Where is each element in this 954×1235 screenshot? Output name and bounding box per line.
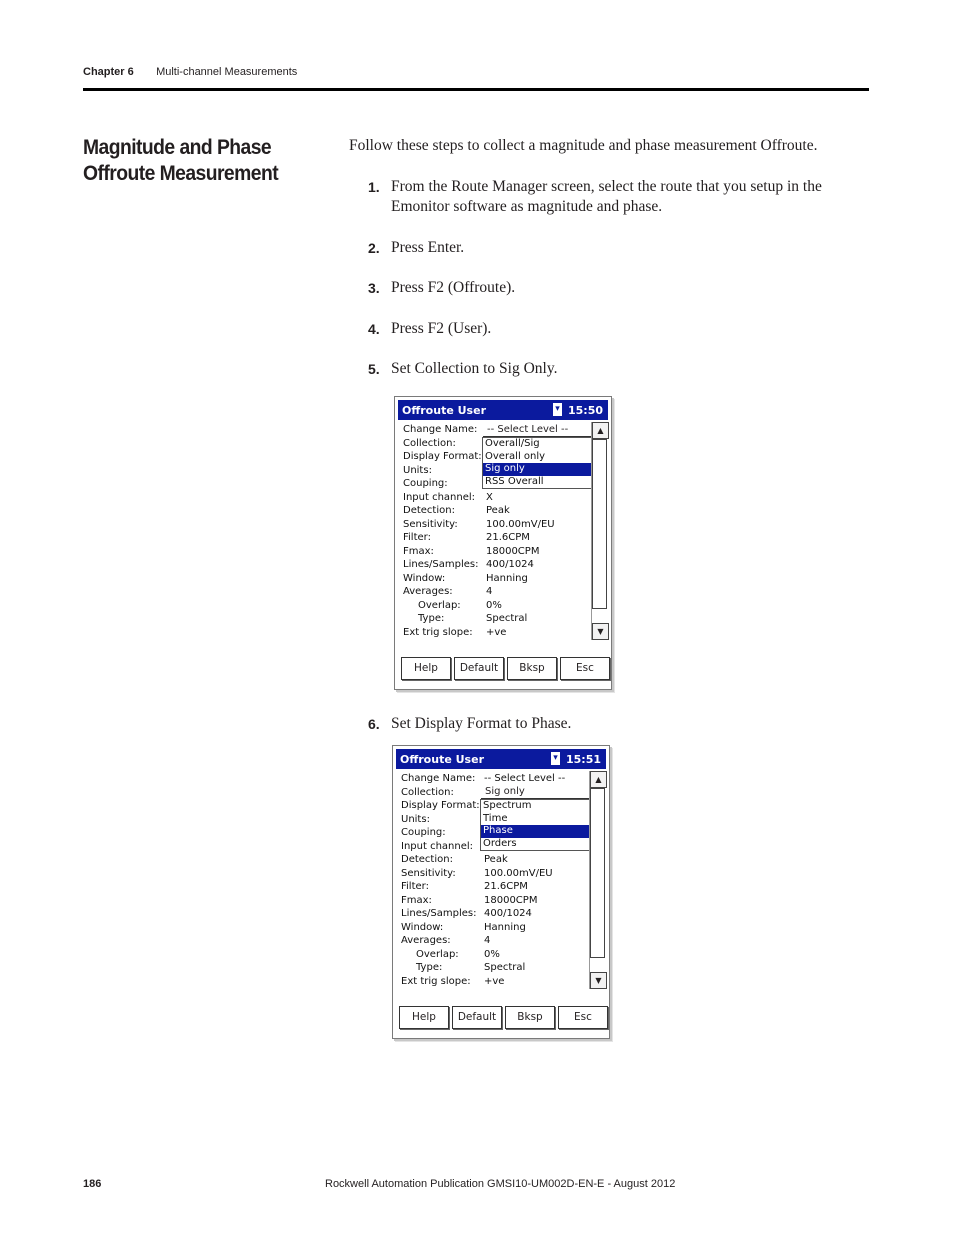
default-button[interactable]: Default — [452, 1006, 502, 1029]
scrollbar-thumb[interactable] — [592, 439, 607, 609]
value-fmax[interactable]: 18000CPM — [484, 894, 538, 906]
running-header — [83, 66, 297, 78]
header-rule — [83, 88, 869, 91]
scroll-down-arrow-icon[interactable]: ▼ — [592, 623, 609, 640]
collection-select[interactable]: Sig only — [481, 786, 593, 799]
label-ext-trig-slope: Ext trig slope: — [401, 975, 471, 987]
label-detection: Detection: — [401, 854, 453, 865]
display-format-dropdown[interactable] — [480, 799, 590, 851]
label-units: Units: — [403, 464, 432, 476]
scroll-down-arrow-icon[interactable]: ▼ — [590, 972, 607, 989]
label-detection: Detection: — [403, 505, 455, 516]
backspace-button[interactable]: Bksp — [507, 657, 557, 680]
value-overlap[interactable]: 0% — [484, 948, 500, 960]
collection-dropdown[interactable] — [482, 437, 592, 489]
value-fmax[interactable]: 18000CPM — [486, 545, 540, 557]
step-text: Set Collection to Sig Only. — [391, 360, 558, 377]
value-lines-samples[interactable]: 400/1024 — [484, 908, 532, 919]
label-fmax: Fmax: — [403, 545, 434, 557]
value-overlap[interactable]: 0% — [486, 599, 502, 611]
label-sensitivity: Sensitivity: — [403, 518, 458, 530]
label-fmax: Fmax: — [401, 894, 432, 906]
label-window: Window: — [403, 572, 446, 584]
softkey-bar — [398, 653, 608, 683]
publication-info: Rockwell Automation Publication GMSI10-UM002D-EN-E - August 2012 — [325, 1178, 676, 1190]
value-sensitivity[interactable]: 100.00mV/EU — [486, 518, 555, 530]
step-number: 2. — [368, 240, 380, 256]
step-number: 3. — [368, 280, 380, 296]
label-type: Type: — [416, 962, 443, 973]
label-window: Window: — [401, 921, 444, 933]
label-averages: Averages: — [403, 586, 453, 597]
label-collection: Collection: — [403, 437, 456, 449]
dropdown-option[interactable]: Overall only — [485, 450, 546, 462]
dropdown-option[interactable]: Orders — [483, 837, 517, 849]
screen-title-bar — [398, 400, 608, 420]
clock-time: 15:51 — [566, 753, 602, 766]
label-filter: Filter: — [401, 881, 429, 892]
step-text: Press F2 (Offroute). — [391, 279, 516, 296]
change-name-select[interactable]: -- Select Level -- — [483, 424, 595, 437]
battery-icon: ▾ — [553, 403, 562, 416]
value-window[interactable]: Hanning — [484, 921, 526, 933]
dropdown-option-selected[interactable]: Sig only — [483, 463, 591, 476]
step-text: Press Enter. — [391, 239, 465, 256]
page-number: 186 — [83, 1178, 102, 1190]
step-number: 6. — [368, 716, 380, 732]
value-ext-trig-slope[interactable]: +ve — [484, 975, 505, 987]
dropdown-option[interactable]: RSS Overall — [485, 475, 544, 487]
label-sensitivity: Sensitivity: — [401, 867, 456, 879]
value-sensitivity[interactable]: 100.00mV/EU — [484, 867, 553, 879]
clock-time: 15:50 — [568, 404, 604, 417]
dropdown-option[interactable]: Time — [483, 812, 508, 824]
value-lines-samples[interactable]: 400/1024 — [486, 559, 534, 570]
step-text: Press F2 (User). — [391, 320, 492, 337]
label-lines-samples: Lines/Samples: — [401, 908, 477, 919]
value-type[interactable]: Spectral — [484, 962, 526, 973]
dropdown-option[interactable]: Overall/Sig — [485, 438, 540, 449]
value-input-channel[interactable]: X — [486, 491, 493, 503]
device-screen-display-format — [392, 745, 610, 1039]
chapter-title: Multi-channel Measurements — [156, 66, 298, 78]
value-ext-trig-slope[interactable]: +ve — [486, 626, 507, 638]
screen-title: Offroute User — [402, 404, 486, 417]
label-input-channel: Input channel: — [403, 491, 476, 503]
label-coupling: Couping: — [401, 827, 446, 838]
label-change-name: Change Name: — [403, 424, 478, 435]
label-units: Units: — [401, 813, 430, 825]
section-title-line1: Magnitude and Phase — [83, 136, 272, 159]
screen-title-bar — [396, 749, 606, 769]
step-text: From the Route Manager screen, select the route that you setup in the Emonitor software as magnitude and phase. — [391, 178, 822, 215]
label-filter: Filter: — [403, 532, 431, 543]
section-title — [83, 135, 295, 187]
screen-title: Offroute User — [400, 753, 484, 766]
chapter-label: Chapter 6 — [83, 66, 134, 78]
device-screen-collection — [394, 396, 612, 690]
label-display-format: Display Format: — [401, 800, 480, 811]
value-change-name[interactable]: -- Select Level -- — [484, 773, 566, 784]
vertical-scrollbar[interactable] — [589, 771, 606, 989]
label-change-name: Change Name: — [401, 773, 476, 784]
dropdown-option[interactable]: Spectrum — [483, 800, 532, 811]
value-detection[interactable]: Peak — [484, 854, 508, 865]
softkey-bar — [396, 1002, 606, 1032]
label-overlap: Overlap: — [418, 599, 461, 611]
label-averages: Averages: — [401, 935, 451, 946]
value-filter[interactable]: 21.6CPM — [484, 881, 528, 892]
label-overlap: Overlap: — [416, 948, 459, 960]
value-filter[interactable]: 21.6CPM — [486, 532, 530, 543]
intro-paragraph: Follow these steps to collect a magnitude and phase measurement Offroute. — [349, 137, 818, 154]
scrollbar-thumb[interactable] — [590, 788, 605, 958]
value-type[interactable]: Spectral — [486, 613, 528, 624]
backspace-button[interactable]: Bksp — [505, 1006, 555, 1029]
default-button[interactable]: Default — [454, 657, 504, 680]
help-button[interactable]: Help — [401, 657, 451, 680]
step-text: Set Display Format to Phase. — [391, 715, 572, 732]
step-number: 4. — [368, 321, 380, 337]
step-number: 1. — [368, 179, 380, 195]
label-input-channel: Input channel: — [401, 840, 474, 852]
label-lines-samples: Lines/Samples: — [403, 559, 479, 570]
scroll-up-arrow-icon[interactable]: ▲ — [590, 771, 607, 788]
scroll-up-arrow-icon[interactable]: ▲ — [592, 422, 609, 439]
value-window[interactable]: Hanning — [486, 572, 528, 584]
label-collection: Collection: — [401, 786, 454, 798]
escape-button[interactable]: Esc — [558, 1006, 608, 1029]
step-number: 5. — [368, 361, 380, 377]
help-button[interactable]: Help — [399, 1006, 449, 1029]
label-coupling: Couping: — [403, 478, 448, 489]
escape-button[interactable]: Esc — [560, 657, 610, 680]
value-detection[interactable]: Peak — [486, 505, 510, 516]
label-ext-trig-slope: Ext trig slope: — [403, 626, 473, 638]
battery-icon: ▾ — [551, 752, 560, 765]
value-averages[interactable]: 4 — [484, 935, 491, 946]
vertical-scrollbar[interactable] — [591, 422, 608, 640]
section-title-line2: Offroute Measurement — [83, 162, 279, 185]
label-type: Type: — [418, 613, 445, 624]
dropdown-option-selected[interactable]: Phase — [481, 825, 589, 838]
value-averages[interactable]: 4 — [486, 586, 493, 597]
label-display-format: Display Format: — [403, 451, 482, 462]
